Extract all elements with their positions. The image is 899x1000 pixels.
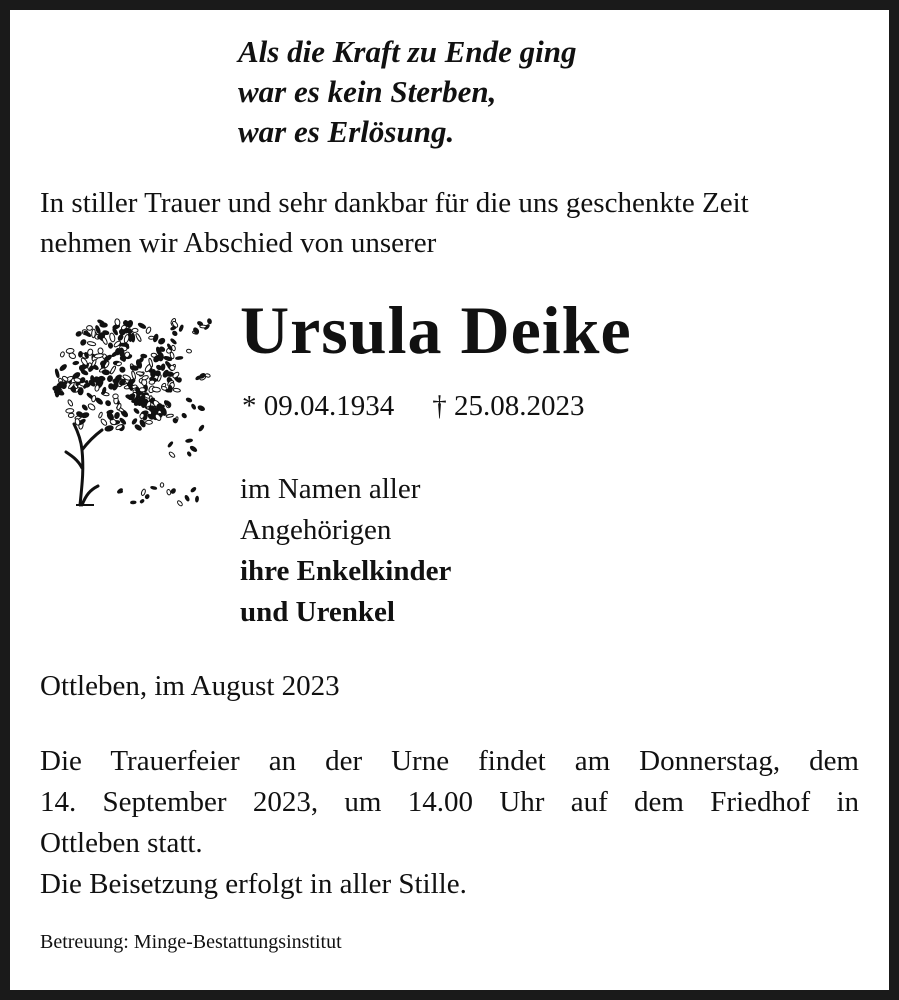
service-line-2: 14. September 2023, um 14.00 Uhr auf dem Friedhof in xyxy=(40,786,859,818)
service-line-3: Ottleben statt. xyxy=(40,827,203,859)
memorial-poem xyxy=(238,32,577,152)
intro-text xyxy=(40,183,870,263)
undertaker-credit: Betreuung: Minge-Bestattungsinstitut xyxy=(40,931,342,953)
funeral-service-info xyxy=(40,741,859,905)
signers-line-3: ihre Enkelkinder xyxy=(240,555,452,587)
life-dates xyxy=(242,386,585,426)
poem-line-2: war es kein Sterben, xyxy=(238,74,497,109)
intro-line-2: nehmen wir Abschied von unserer xyxy=(40,227,437,259)
poem-line-3: war es Erlösung. xyxy=(238,114,455,149)
tree-with-falling-leaves-icon xyxy=(38,300,218,515)
signers-line-2: Angehörigen xyxy=(240,514,392,546)
mourners-signature xyxy=(240,469,451,633)
intro-line-1: In stiller Trauer und sehr dankbar für die uns geschenkte Zeit xyxy=(40,187,749,219)
poem-line-1: Als die Kraft zu Ende ging xyxy=(238,34,577,69)
service-line-1: Die Trauerfeier an der Urne findet am Donnerstag, dem xyxy=(40,745,859,777)
signers-line-1: im Namen aller xyxy=(240,473,421,505)
service-line-4: Die Beisetzung erfolgt in aller Stille. xyxy=(40,868,467,900)
deceased-name: Ursula Deike xyxy=(240,292,632,368)
place-and-date: Ottleben, im August 2023 xyxy=(40,670,340,702)
birth-date: * 09.04.1934 xyxy=(242,390,395,422)
death-date: † 25.08.2023 xyxy=(432,390,585,422)
signers-line-4: und Urenkel xyxy=(240,596,395,628)
